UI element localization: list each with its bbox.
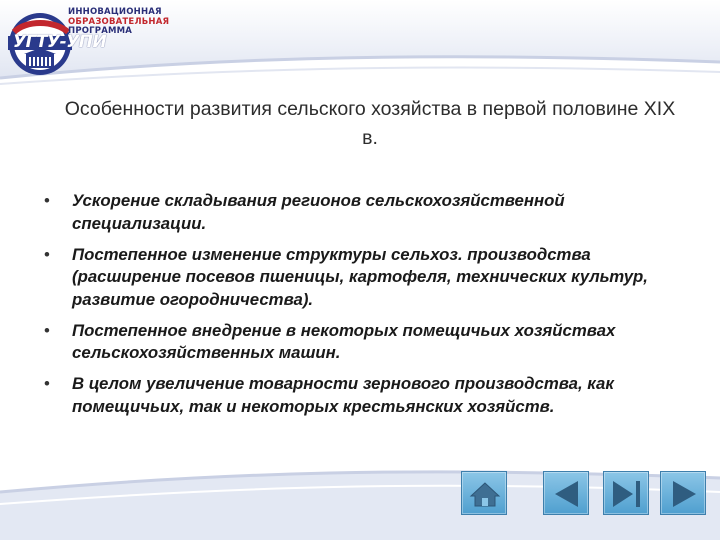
university-logo: [4, 2, 174, 84]
bullet-list: [44, 190, 694, 427]
prev-button[interactable]: [543, 471, 589, 515]
bullet-item: • Постепенное изменение структуры сельхоз. производства (расширение посевов пшеницы, картофеля, технических культур, развитие огородничества).: [44, 244, 694, 312]
logo-line-3: ПРОГРАММА: [68, 26, 133, 36]
last-icon: [604, 472, 650, 516]
last-slide-button[interactable]: [603, 471, 649, 515]
logo-line-2: ОБРАЗОВАТЕЛЬНАЯ: [68, 16, 170, 27]
bullet-item: • В целом увеличение товарности зернового производства, как помещичьих, так и некоторых крестьянских хозяйств.: [44, 373, 694, 418]
bullet-item: • Ускорение складывания регионов сельскохозяйственной специализации.: [44, 190, 694, 235]
logo-text: [68, 8, 178, 37]
logo-abbr: УГТУ-УПИ: [13, 32, 107, 52]
home-button[interactable]: [461, 471, 507, 515]
next-button[interactable]: [660, 471, 706, 515]
next-icon: [661, 472, 707, 516]
bullet-item: • Постепенное внедрение в некоторых помещичьих хозяйствах сельскохозяйственных машин.: [44, 320, 694, 365]
slide-title: Особенности развития сельского хозяйства в первой половине XIX в.: [64, 98, 676, 149]
prev-icon: [544, 472, 590, 516]
logo-line-1: ИННОВАЦИОННАЯ: [68, 7, 162, 17]
home-icon: [462, 472, 508, 516]
